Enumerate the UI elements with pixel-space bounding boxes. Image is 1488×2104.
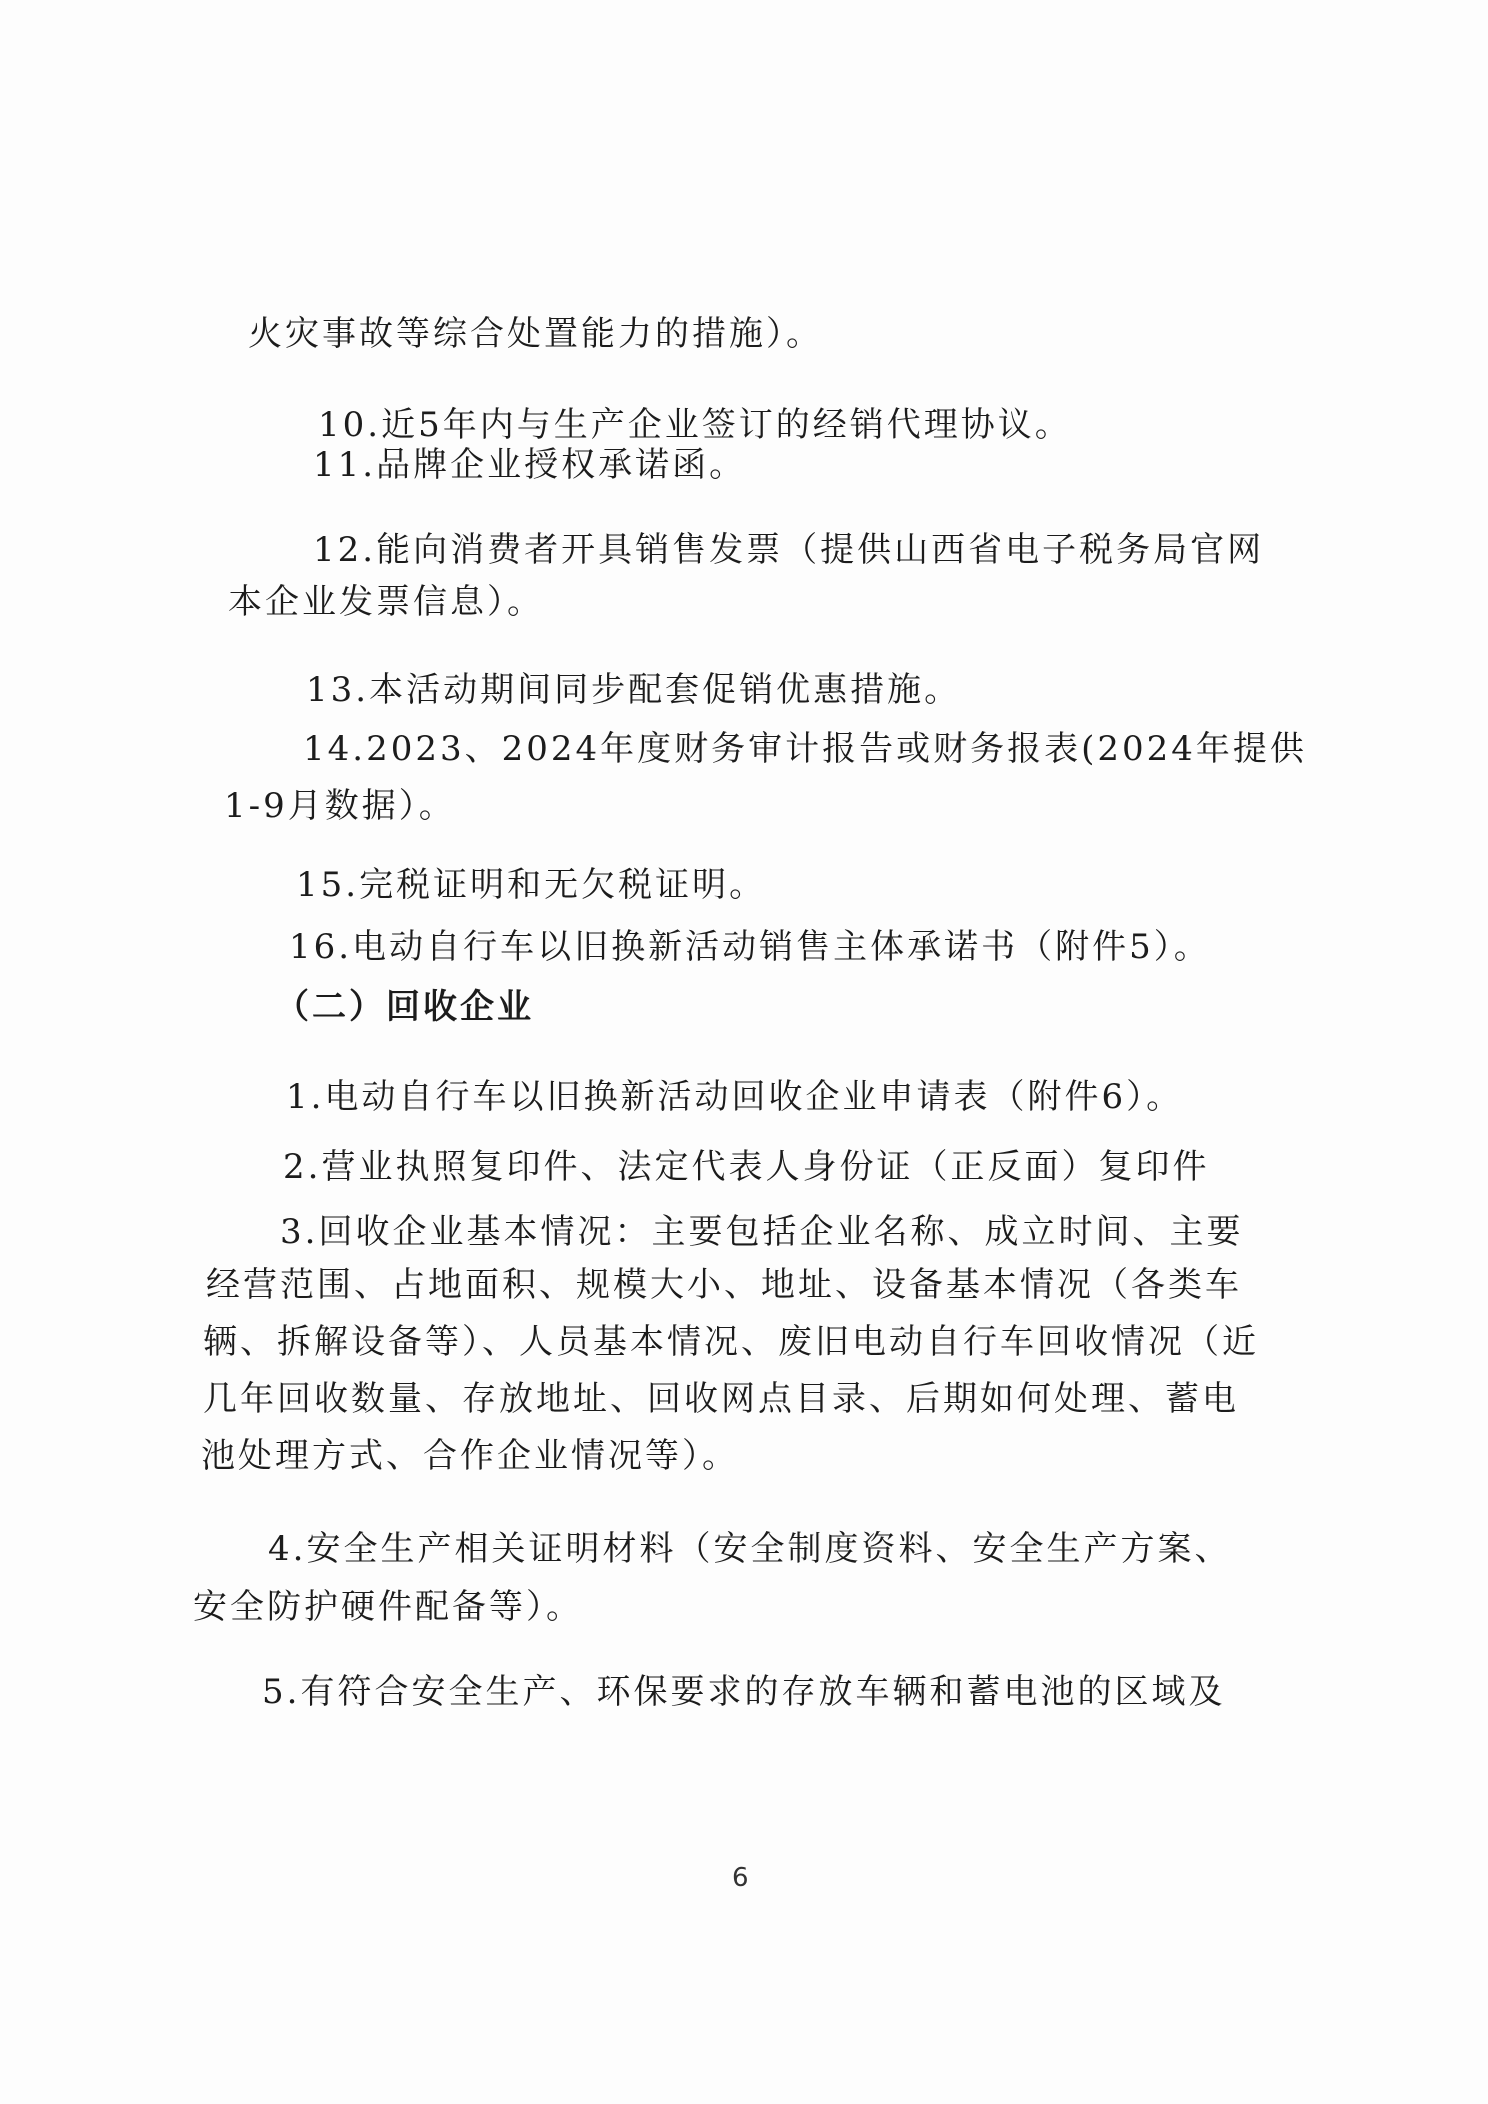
text-line: 12.能向消费者开具销售发票（提供山西省电子税务局官网	[313, 530, 1265, 570]
text-line: 5.有符合安全生产、环保要求的存放车辆和蓄电池的区域及	[262, 1672, 1226, 1712]
text-line: 10.近5年内与生产企业签订的经销代理协议。	[318, 405, 1072, 445]
text-line: 2.营业执照复印件、法定代表人身份证（正反面）复印件	[283, 1147, 1210, 1187]
text-line: 14.2023、2024年度财务审计报告或财务报表(2024年提供	[303, 729, 1307, 769]
text-line: 1-9月数据）。	[224, 786, 456, 826]
text-line: 火灾事故等综合处置能力的措施）。	[248, 314, 823, 354]
text-line: 16.电动自行车以旧换新活动销售主体承诺书（附件5）。	[289, 927, 1211, 967]
section-heading: （二）回收企业	[275, 987, 534, 1027]
text-line: 1.电动自行车以旧换新活动回收企业申请表（附件6）。	[286, 1077, 1184, 1117]
text-line: 15.完税证明和无欠税证明。	[296, 865, 767, 905]
text-line: 13.本活动期间同步配套促销优惠措施。	[306, 670, 962, 710]
text-line: 3.回收企业基本情况：主要包括企业名称、成立时间、主要	[280, 1212, 1244, 1252]
text-line: 本企业发票信息）。	[228, 582, 544, 622]
text-line: 池处理方式、合作企业情况等）。	[201, 1436, 739, 1476]
text-line: 11.品牌企业授权承诺函。	[313, 445, 747, 485]
text-line: 经营范围、占地面积、规模大小、地址、设备基本情况（各类车	[206, 1265, 1242, 1305]
text-line: 辆、拆解设备等）、人员基本情况、废旧电动自行车回收情况（近	[203, 1322, 1259, 1362]
text-line: 安全防护硬件配备等）。	[193, 1587, 583, 1627]
page-number: 6	[732, 1863, 749, 1893]
text-line: 4.安全生产相关证明材料（安全制度资料、安全生产方案、	[268, 1529, 1232, 1569]
text-line: 几年回收数量、存放地址、回收网点目录、后期如何处理、蓄电	[203, 1379, 1239, 1419]
